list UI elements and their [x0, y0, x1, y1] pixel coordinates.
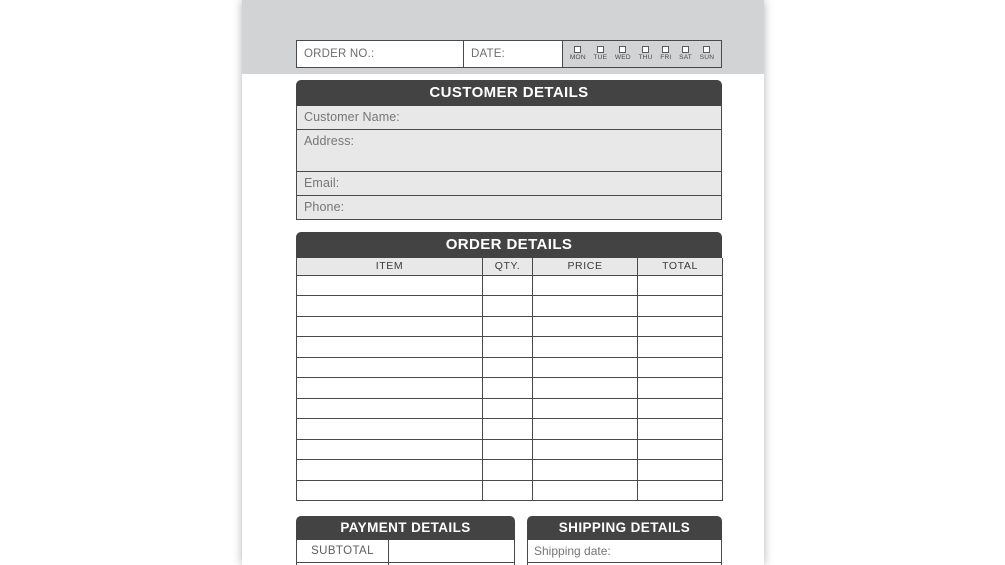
cell-qty[interactable]	[483, 296, 533, 317]
cell-price[interactable]	[533, 296, 638, 317]
cell-qty[interactable]	[483, 275, 533, 296]
customer-email-label: Email:	[304, 176, 340, 190]
cell-qty[interactable]	[483, 398, 533, 419]
payment-value-input[interactable]	[388, 540, 515, 563]
checkbox-icon[interactable]	[642, 46, 649, 53]
cell-price[interactable]	[533, 480, 638, 501]
cell-total[interactable]	[638, 316, 723, 337]
cell-item[interactable]	[297, 378, 483, 399]
shipping-date-field[interactable]	[527, 540, 722, 563]
cell-qty[interactable]	[483, 378, 533, 399]
cell-price[interactable]	[533, 439, 638, 460]
payment-label: SUBTOTAL	[296, 540, 388, 563]
shipping-date-label: Shipping date:	[534, 544, 611, 558]
order-items-table	[296, 258, 723, 501]
table-row	[297, 275, 723, 296]
cell-qty[interactable]	[483, 480, 533, 501]
customer-details-title: CUSTOMER DETAILS	[296, 80, 722, 106]
order-no-label: ORDER NO.:	[304, 48, 375, 60]
cell-total[interactable]	[638, 275, 723, 296]
cell-price[interactable]	[533, 419, 638, 440]
weekday-option-wed[interactable]	[615, 46, 631, 62]
order-no-field[interactable]	[297, 41, 464, 67]
customer-details-panel	[296, 80, 722, 220]
cell-total[interactable]	[638, 398, 723, 419]
checkbox-icon[interactable]	[574, 46, 581, 53]
order-meta-strip	[296, 40, 722, 68]
date-field[interactable]	[464, 41, 563, 67]
table-row	[297, 357, 723, 378]
payment-details-panel	[296, 516, 515, 565]
checkbox-icon[interactable]	[597, 46, 604, 53]
table-row	[297, 419, 723, 440]
table-row	[297, 296, 723, 317]
weekday-option-sat[interactable]	[679, 46, 692, 62]
cell-qty[interactable]	[483, 419, 533, 440]
weekday-label: SAT	[679, 54, 693, 62]
cell-price[interactable]	[533, 316, 638, 337]
cell-price[interactable]	[533, 378, 638, 399]
payment-details-title: PAYMENT DETAILS	[296, 516, 515, 540]
cell-item[interactable]	[297, 316, 483, 337]
customer-address-label: Address:	[304, 134, 355, 148]
order-details-panel	[296, 232, 722, 501]
cell-total[interactable]	[638, 337, 723, 358]
cell-total[interactable]	[638, 460, 723, 481]
cell-total[interactable]	[638, 357, 723, 378]
cell-total[interactable]	[638, 419, 723, 440]
checkbox-icon[interactable]	[703, 46, 710, 53]
cell-item[interactable]	[297, 460, 483, 481]
cell-price[interactable]	[533, 275, 638, 296]
cell-item[interactable]	[297, 419, 483, 440]
cell-item[interactable]	[297, 337, 483, 358]
column-header-price: PRICE	[533, 258, 638, 275]
table-row	[297, 439, 723, 460]
cell-price[interactable]	[533, 398, 638, 419]
customer-phone-label: Phone:	[304, 200, 345, 214]
cell-price[interactable]	[533, 337, 638, 358]
customer-phone-field[interactable]	[296, 196, 722, 220]
weekday-option-mon[interactable]	[570, 46, 586, 62]
cell-qty[interactable]	[483, 316, 533, 337]
table-row	[297, 378, 723, 399]
weekday-label: SUN	[699, 54, 715, 62]
weekday-label: THU	[638, 54, 653, 62]
customer-email-field[interactable]	[296, 172, 722, 196]
cell-qty[interactable]	[483, 439, 533, 460]
column-header-qty: QTY.	[483, 258, 533, 275]
cell-item[interactable]	[297, 357, 483, 378]
cell-qty[interactable]	[483, 460, 533, 481]
cell-item[interactable]	[297, 439, 483, 460]
cell-total[interactable]	[638, 480, 723, 501]
cell-total[interactable]	[638, 296, 723, 317]
payment-row-subtotal	[296, 540, 515, 563]
column-header-total: TOTAL	[638, 258, 723, 275]
cell-qty[interactable]	[483, 357, 533, 378]
weekday-label: FRI	[660, 54, 672, 62]
cell-total[interactable]	[638, 378, 723, 399]
table-header-row	[297, 258, 723, 275]
checkbox-icon[interactable]	[682, 46, 689, 53]
customer-name-field[interactable]	[296, 106, 722, 130]
order-details-title: ORDER DETAILS	[296, 232, 722, 258]
weekday-checkbox-group	[563, 41, 721, 67]
checkbox-icon[interactable]	[619, 46, 626, 53]
cell-item[interactable]	[297, 296, 483, 317]
cell-total[interactable]	[638, 439, 723, 460]
weekday-option-tue[interactable]	[593, 46, 607, 62]
table-row	[297, 398, 723, 419]
table-row	[297, 460, 723, 481]
shipping-details-panel	[527, 516, 722, 565]
checkbox-icon[interactable]	[662, 46, 669, 53]
weekday-option-thu[interactable]	[638, 46, 652, 62]
order-items-body	[297, 275, 723, 501]
cell-item[interactable]	[297, 480, 483, 501]
table-row	[297, 316, 723, 337]
weekday-option-fri[interactable]	[660, 46, 671, 62]
table-row	[297, 480, 723, 501]
cell-item[interactable]	[297, 398, 483, 419]
weekday-option-sun[interactable]	[700, 46, 715, 62]
weekday-label: WED	[614, 54, 631, 62]
cell-price[interactable]	[533, 357, 638, 378]
weekday-label: MON	[569, 54, 586, 62]
column-header-item: ITEM	[297, 258, 483, 275]
cell-qty[interactable]	[483, 337, 533, 358]
table-row	[297, 337, 723, 358]
weekday-label: TUE	[593, 54, 608, 62]
date-label: DATE:	[471, 48, 506, 60]
shipping-details-title: SHIPPING DETAILS	[527, 516, 722, 540]
order-form-page	[242, 0, 764, 565]
cell-price[interactable]	[533, 460, 638, 481]
customer-address-field[interactable]	[296, 130, 722, 172]
cell-item[interactable]	[297, 275, 483, 296]
customer-name-label: Customer Name:	[304, 110, 400, 124]
